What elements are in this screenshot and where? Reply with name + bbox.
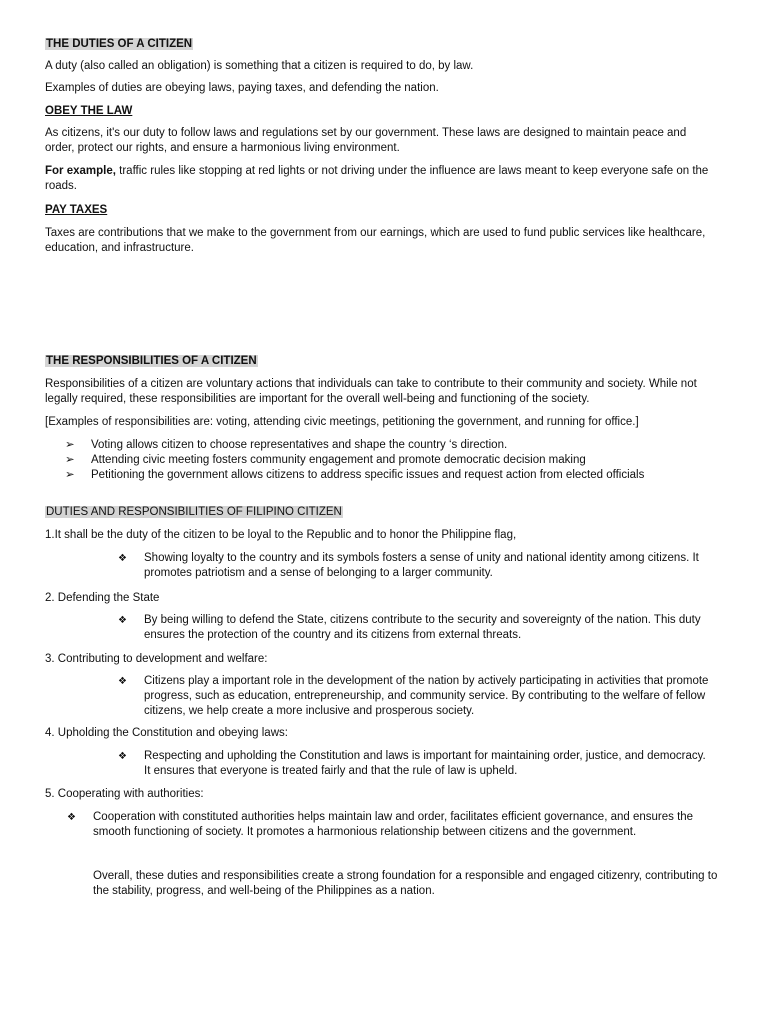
list-item (65, 438, 718, 453)
example-text: traffic rules like stopping at red lights or not driving under the influence are laws meant to keep everyone safe on the roads. (45, 165, 709, 192)
bullet-text: Voting allows citizen to choose representatives and shape the country ‘s direction. (91, 439, 508, 451)
bullet-text: Attending civic meeting fosters community engagement and promote democratic decision making (91, 454, 586, 466)
diamond-bullet-icon: ❖ (118, 751, 127, 762)
responsibilities-heading (45, 354, 718, 369)
list-item (118, 613, 713, 643)
conclusion-text: Overall, these duties and responsibilities create a strong foundation for a responsible and engaged citizenry, contributing to the stability, progress, and well-being of the Philippines as a nation. (93, 870, 718, 897)
duty-item-detail: Showing loyalty to the country and its symbols fosters a sense of unity and national identity among citizens. It promotes patriotism and a sense of belonging to a larger community. (144, 552, 699, 579)
duty-definition: A duty (also called an obligation) is something that a citizen is required to do, by law. (45, 60, 474, 72)
duty-item-detail: Citizens play a important role in the development of the nation by actively participating in activities that promote progress, such as education, entrepreneurship, and community service. By contributing to the welfare of fellow citizens, we help create a more inclusive and prosperous society. (144, 675, 709, 717)
list-item (65, 468, 718, 483)
example-label: For example, (45, 165, 116, 177)
duty-item-title: 3. Contributing to development and welfare: (45, 653, 268, 665)
duties-heading (45, 37, 718, 52)
arrow-bullet-icon: ➢ (65, 454, 75, 466)
duty-item-title: 5. Cooperating with authorities: (45, 788, 204, 800)
duty-item-title: 1.It shall be the duty of the citizen to be loyal to the Republic and to honor the Philippine flag, (45, 529, 517, 541)
diamond-bullet-icon: ❖ (118, 553, 127, 564)
responsibilities-intro: Responsibilities of a citizen are voluntary actions that individuals can take to contribute to their community and society. While not legally required, these responsibilities are important for the overall well-being and functioning of the society. (45, 378, 697, 405)
list-item (118, 749, 713, 779)
duties-heading-text: THE DUTIES OF A CITIZEN (46, 38, 193, 50)
filipino-heading-text: DUTIES AND RESPONSIBILITIES OF FILIPINO CITIZEN (46, 506, 342, 518)
arrow-bullet-icon: ➢ (65, 469, 75, 481)
bullet-text: Petitioning the government allows citizens to address specific issues and request action from elected officials (91, 469, 645, 481)
duty-item-title: 4. Upholding the Constitution and obeying laws: (45, 727, 288, 739)
list-item (118, 674, 713, 719)
responsibilities-examples: [Examples of responsibilities are: voting, attending civic meetings, petitioning the government, and running for office.] (45, 416, 639, 428)
arrow-bullet-icon: ➢ (65, 439, 75, 451)
diamond-bullet-icon: ❖ (118, 676, 127, 687)
obey-law-text: As citizens, it's our duty to follow laws and regulations set by our government. These laws are designed to maintain peace and order, protect our rights, and ensure a harmonious living environment. (45, 127, 687, 154)
pay-taxes-text: Taxes are contributions that we make to the government from our earnings, which are used to fund public services like healthcare, education, and infrastructure. (45, 227, 706, 254)
obey-law-heading: OBEY THE LAW (45, 105, 133, 117)
obey-law-example (45, 164, 718, 194)
duty-item-detail: Cooperation with constituted authorities helps maintain law and order, facilitates efficient governance, and ensures the smooth functioning of society. It promotes a harmonious relationship between citizens and the government. (93, 811, 694, 838)
duty-item-detail: Respecting and upholding the Constitution and laws is important for maintaining order, justice, and democracy. It ensures that everyone is treated fairly and that the rule of law is upheld. (144, 750, 706, 777)
pay-taxes-heading: PAY TAXES (45, 204, 108, 216)
diamond-bullet-icon: ❖ (67, 812, 76, 823)
duty-item-detail: By being willing to defend the State, citizens contribute to the security and sovereignty of the nation. This duty ensures the protection of the country and its citizens from external threats. (144, 614, 701, 641)
duty-item-title: 2. Defending the State (45, 592, 160, 604)
list-item (65, 453, 718, 468)
duty-examples: Examples of duties are obeying laws, paying taxes, and defending the nation. (45, 82, 439, 94)
responsibilities-heading-text: THE RESPONSIBILITIES OF A CITIZEN (46, 355, 257, 367)
list-item (118, 551, 713, 581)
filipino-heading (45, 505, 718, 520)
list-item (67, 810, 718, 840)
diamond-bullet-icon: ❖ (118, 615, 127, 626)
